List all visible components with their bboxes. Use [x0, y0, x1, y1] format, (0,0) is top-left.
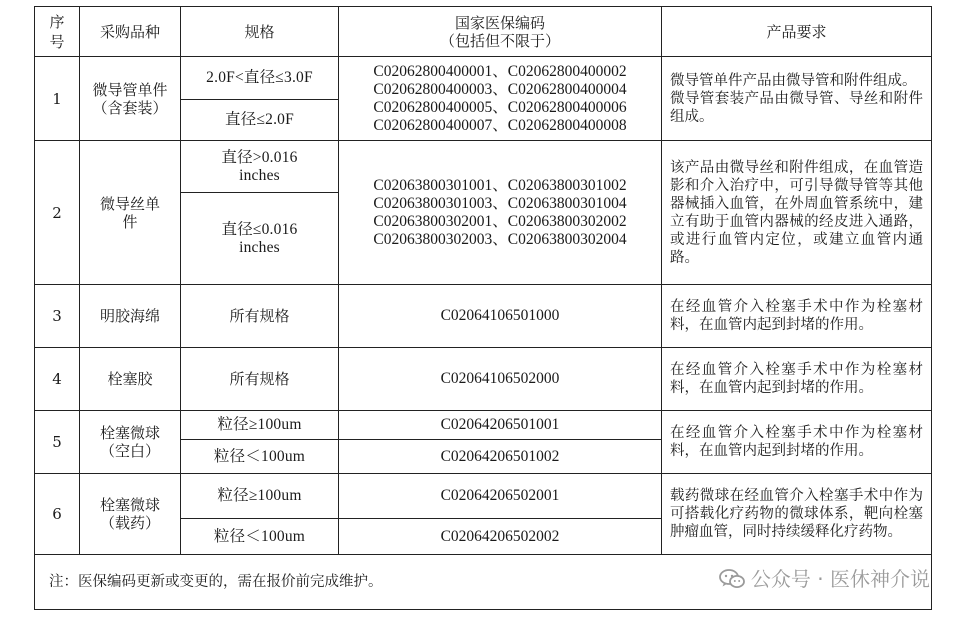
- row5-code-b: C02064206501002: [339, 440, 662, 474]
- row3-spec: 所有规格: [181, 285, 339, 348]
- row2-spec-b: 直径≤0.016 inches: [181, 193, 339, 285]
- row2-seq: 2: [35, 141, 80, 285]
- header-seq-text: 序号: [49, 12, 65, 51]
- row1-variety-text: 微导管单件（含套装）: [92, 80, 168, 117]
- row6-requirement: 载药微球在经血管介入栓塞手术中作为可搭载化疗药物的微球体系，靶向栓塞肿瘤血管，同时持续缓释化疗药物。: [662, 474, 932, 555]
- row5-spec-b: 粒径＜100um: [181, 440, 339, 474]
- row2-spec-a: 直径>0.016 inches: [181, 141, 339, 193]
- row4-seq: 4: [35, 348, 80, 411]
- row4-variety: 栓塞胶: [80, 348, 181, 411]
- row1-spec-a: 2.0F<直径≤3.0F: [181, 57, 339, 100]
- row5-variety: [80, 411, 181, 474]
- row2-variety-text: 微导丝单件: [99, 194, 160, 231]
- table-note: 注：医保编码更新或变更的，需在报价前完成维护。: [35, 555, 932, 610]
- row3-variety: 明胶海绵: [80, 285, 181, 348]
- row6-spec-a: 粒径≥100um: [181, 474, 339, 519]
- row6-code-a: C02064206502001: [339, 474, 662, 519]
- header-spec: 规格: [181, 7, 339, 57]
- row6-code-b: C02064206502002: [339, 519, 662, 555]
- row1-code-line: C02062800400005、C02062800400006: [373, 98, 627, 116]
- row1-code-line: C02062800400001、C02062800400002: [373, 62, 627, 80]
- row1-code-line: C02062800400007、C02062800400008: [373, 116, 627, 134]
- row6-variety-text: 栓塞微球（载药）: [99, 496, 160, 532]
- row5-requirement: 在经血管介入栓塞手术中作为栓塞材料，在血管内起到封堵的作用。: [662, 411, 932, 474]
- row2-code-line: C02063800301001、C02063800301002: [373, 176, 627, 194]
- row1-requirement: [662, 57, 932, 141]
- row4-spec: 所有规格: [181, 348, 339, 411]
- table-row: [35, 474, 932, 519]
- row2-code-line: C02063800302003、C02063800302004: [373, 230, 627, 248]
- table-row: [35, 141, 932, 193]
- row2-code-line: C02063800301003、C02063800301004: [373, 194, 627, 212]
- row3-code: C02064106501000: [339, 285, 662, 348]
- row1-code-line: C02062800400003、C02062800400004: [373, 80, 627, 98]
- row2-variety: [80, 141, 181, 285]
- header-seq: [35, 7, 80, 57]
- row1-seq: 1: [35, 57, 80, 141]
- table-row: [35, 285, 932, 348]
- wechat-icon: [719, 569, 745, 589]
- row1-variety: [80, 57, 181, 141]
- table-header-row: [35, 7, 932, 57]
- row2-requirement: 该产品由微导丝和附件组成，在血管造影和介入治疗中，可引导微导管等其他器械插入血管，在外周血管系统中，建立有助于血管内器械的经皮进入通路，或进行血管内定位，或建立血管内通路。: [662, 141, 932, 285]
- header-code-line2: （包括但不限于）: [439, 31, 560, 50]
- row5-code-a: C02064206501001: [339, 411, 662, 440]
- row1-codes: [339, 57, 662, 141]
- table-row: [35, 57, 932, 100]
- row5-variety-text: 栓塞微球（空白）: [99, 424, 160, 460]
- row2-codes: [339, 141, 662, 285]
- row6-spec-b: 粒径＜100um: [181, 519, 339, 555]
- row4-code: C02064106502000: [339, 348, 662, 411]
- row5-spec-a: 粒径≥100um: [181, 411, 339, 440]
- table-row: [35, 348, 932, 411]
- header-variety: 采购品种: [80, 7, 181, 57]
- row1-spec-b: 直径≤2.0F: [181, 100, 339, 141]
- row5-seq: 5: [35, 411, 80, 474]
- table-row: [35, 411, 932, 440]
- header-requirement: 产品要求: [662, 7, 932, 57]
- header-code-line1: 国家医保编码: [454, 13, 545, 32]
- header-code: [339, 7, 662, 57]
- procurement-table: [34, 6, 932, 610]
- row6-variety: [80, 474, 181, 555]
- row1-requirement-a: 微导管单件产品由微导管和附件组成。: [670, 72, 917, 89]
- row4-requirement: 在经血管介入栓塞手术中作为栓塞材料，在血管内起到封堵的作用。: [662, 348, 932, 411]
- watermark-text: 公众号 · 医休神介说: [750, 567, 930, 591]
- watermark: [719, 563, 930, 592]
- row1-requirement-b: 微导管套装产品由微导管、导丝和附件组成。: [670, 90, 923, 125]
- row3-requirement: 在经血管介入栓塞手术中作为栓塞材料，在血管内起到封堵的作用。: [662, 285, 932, 348]
- row2-code-line: C02063800302001、C02063800302002: [373, 212, 627, 230]
- row3-seq: 3: [35, 285, 80, 348]
- row6-seq: 6: [35, 474, 80, 555]
